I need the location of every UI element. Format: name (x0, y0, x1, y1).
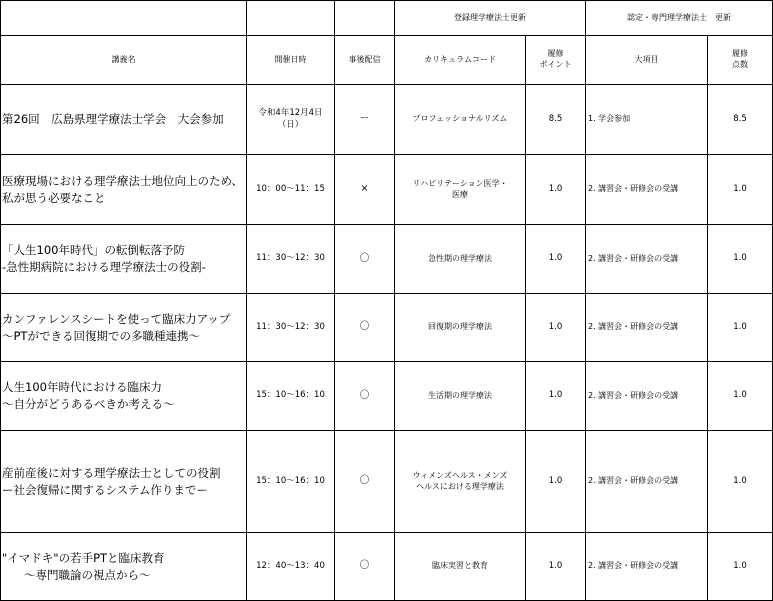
prior-delivery: 〇 (335, 533, 395, 601)
category: 1. 学会参加 (586, 85, 708, 155)
prior-delivery: 〇 (335, 362, 395, 431)
category: 2. 講習会・研修会の受講 (586, 362, 708, 431)
lecture-title: 医療現場における理学療法士地位向上のため、 私が思う必要なこと (1, 155, 247, 225)
lecture-title: "イマドキ"の若手PTと臨床教育 ～専門職論の視点から～ (1, 533, 247, 601)
table-row (1, 533, 773, 601)
table-row (1, 362, 773, 431)
lecture-datetime: 12：40～13：40 (247, 533, 335, 601)
curriculum-code: 生活期の理学療法 (395, 362, 526, 431)
lecture-title: 人生100年時代における臨床力 ～自分がどうあるべきか考える～ (1, 362, 247, 431)
curriculum-code: 急性期の理学療法 (395, 225, 526, 294)
table-row (1, 431, 773, 533)
certified-group-header: 認定・専門理学療法士 更新 (586, 1, 773, 36)
prior-delivery: 〇 (335, 431, 395, 533)
lecture-datetime: 11：30～12：30 (247, 294, 335, 362)
lecture-datetime: 10：00～11：15 (247, 155, 335, 225)
category: 2. 講習会・研修会の受講 (586, 155, 708, 225)
prior-delivery: ー (335, 85, 395, 155)
table-body (1, 1, 773, 601)
curriculum-code: リハビリテーション医学・ 医療 (395, 155, 526, 225)
header-datetime: 開催日時 (247, 36, 335, 85)
prior-delivery: × (335, 155, 395, 225)
table-row (1, 294, 773, 362)
header-points: 履修 ポイント (526, 36, 586, 85)
registered-group-header: 登録理学療法士更新 (395, 1, 586, 36)
curriculum-code: 回復期の理学療法 (395, 294, 526, 362)
credits-value: 1.0 (708, 294, 773, 362)
lecture-datetime: 15：10～16：10 (247, 362, 335, 431)
points-value: 1.0 (526, 533, 586, 601)
group-header-row (1, 1, 773, 36)
credits-value: 8.5 (708, 85, 773, 155)
category: 2. 講習会・研修会の受講 (586, 431, 708, 533)
prior-delivery: 〇 (335, 294, 395, 362)
points-value: 1.0 (526, 294, 586, 362)
lecture-title: 「人生100年時代」の転倒転落予防 -急性期病院における理学療法士の役割- (1, 225, 247, 294)
credits-value: 1.0 (708, 155, 773, 225)
lecture-title: カンファレンスシートを使って臨床力アップ ～PTができる回復期での多職種連携～ (1, 294, 247, 362)
table-row (1, 155, 773, 225)
points-value: 1.0 (526, 155, 586, 225)
header-category: 大項目 (586, 36, 708, 85)
table-row (1, 85, 773, 155)
column-header-row (1, 36, 773, 85)
header-title: 講義名 (1, 36, 247, 85)
credits-value: 1.0 (708, 431, 773, 533)
lecture-title: 産前産後に対する理学療法士としての役割 ー社会復帰に関するシステム作りまでー (1, 431, 247, 533)
empty-header-cell (335, 1, 395, 36)
category: 2. 講習会・研修会の受講 (586, 225, 708, 294)
empty-header-cell (1, 1, 247, 36)
points-value: 1.0 (526, 225, 586, 294)
table-row (1, 225, 773, 294)
category: 2. 講習会・研修会の受講 (586, 294, 708, 362)
points-value: 1.0 (526, 362, 586, 431)
lecture-title: 第26回 広島県理学療法士学会 大会参加 (1, 85, 247, 155)
header-credits: 履修 点数 (708, 36, 773, 85)
lecture-datetime: 11：30～12：30 (247, 225, 335, 294)
lecture-datetime: 15：10～16：10 (247, 431, 335, 533)
header-prior: 事後配信 (335, 36, 395, 85)
credits-value: 1.0 (708, 225, 773, 294)
curriculum-code: プロフェッショナルリズム (395, 85, 526, 155)
lecture-datetime: 令和4年12月4日 （日） (247, 85, 335, 155)
credits-value: 1.0 (708, 533, 773, 601)
points-value: 8.5 (526, 85, 586, 155)
credits-value: 1.0 (708, 362, 773, 431)
points-value: 1.0 (526, 431, 586, 533)
empty-header-cell (247, 1, 335, 36)
prior-delivery: 〇 (335, 225, 395, 294)
curriculum-code: ウィメンズヘルス・メンズ ヘルスにおける理学療法 (395, 431, 526, 533)
category: 2. 講習会・研修会の受講 (586, 533, 708, 601)
header-curriculum: カリキュラムコード (395, 36, 526, 85)
curriculum-code: 臨床実習と教育 (395, 533, 526, 601)
